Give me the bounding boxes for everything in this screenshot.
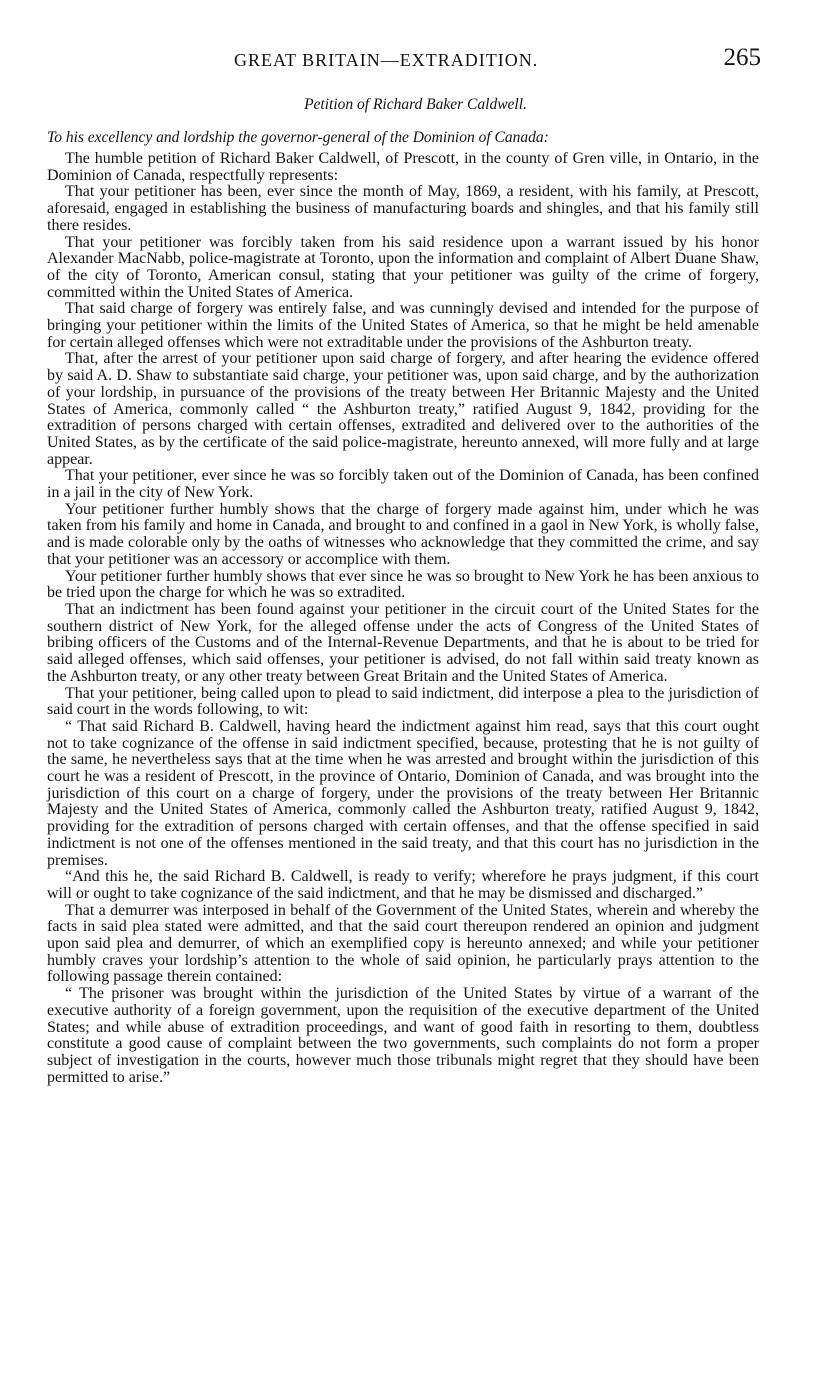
quoted-plea: “ That said Richard B. Caldwell, having heard the indictment against him read, says that this court ought not to take cognizance of the offense in said indictment specified, because, protesting that he is not guilty of the same, he nevertheless says that at the time when he was arrested and brought within the jurisdiction of this court he was a resident of Prescott, in the province of Ontario, Dominion of Canada, and was brought into the jurisdiction of this court on a charge of forgery, under the provisions of the treaty between Her Britannic Majesty and the United States of America, commonly called the Ashburton treaty, ratified August 9, 1842, providing for the extradition of persons charged with certain offenses, and that the offense specified in said indictment is not one of the offenses mentioned in the said treaty, and that this court has no jurisdiction in the premises. bbox=[47, 717, 759, 869]
page-header bbox=[0, 44, 831, 74]
paragraph: Your petitioner further humbly shows that the charge of forgery made against him, under which he was taken from his family and home in Canada, and brought to and confined in a gaol in New York, is wholly false, and is made colorable only by the oaths of witnesses who acknowledge that they committed the crime, and say that your petitioner was an accessory or accomplice with them. bbox=[47, 500, 759, 568]
paragraph: That said charge of forgery was entirely false, and was cunningly devised and intended for the purpose of bringing your petitioner within the limits of the United States of America, so that he might be held amenable for certain alleged offenses which were not extraditable under the provisions of the Ashburton treaty. bbox=[47, 300, 759, 351]
paragraph: That a demurrer was interposed in behalf of the Government of the United States, wherein and whereby the facts in said plea stated were admitted, and that the said court thereupon rendered an opinion and judgment upon said plea and demurrer, of which an exemplified copy is hereunto annexed; and while your petitioner humbly craves your lordship’s attention to the whole of said opinion, he particularly prays attention to the following passage therein contained: bbox=[47, 901, 759, 986]
page-number: 265 bbox=[723, 44, 761, 71]
paragraph: Your petitioner further humbly shows that ever since he was so brought to New York he has been anxious to be tried upon the charge for which he was so extradited. bbox=[47, 567, 759, 602]
quoted-opinion: “ The prisoner was brought within the jurisdiction of the United States by virtue of a warrant of the executive authority of a foreign government, upon the requisition of the executive department of the United States; and while abuse of extradition proceedings, and want of good faith in resorting to them, doubtless constitute a good cause of complaint between the two governments, such complaints do not form a proper subject of investigation in the courts, however much those tribunals might regret that they should have been permitted to arise.” bbox=[47, 985, 759, 1086]
paragraph: That your petitioner, ever since he was so forcibly taken out of the Dominion of Canada, has been confined in a jail in the city of New York. bbox=[47, 467, 759, 502]
paragraph: That your petitioner was forcibly taken from his said residence upon a warrant issued by his honor Alexander MacNabb, police-magistrate at Toronto, upon the information and complaint of Albert Duane Shaw, of the city of Toronto, American consul, stating that your petitioner was guilty of the crime of forgery, committed within the United States of America. bbox=[47, 233, 759, 301]
paragraph: That an indictment has been found against your petitioner in the circuit court of the United States for the southern district of New York, for the alleged offense under the acts of Congress of the United States of bribing officers of the Customs and of the Internal-Revenue Departments, and that he is about to be tried for said alleged offenses, which said offenses, your petitioner is advised, do not fall within said treaty known as the Ashburton treaty, or any other treaty between Great Britain and the United States of America. bbox=[47, 600, 759, 685]
paragraph: That your petitioner has been, ever since the month of May, 1869, a resident, with his family, at Prescott, aforesaid, engaged in establishing the business of manufacturing boards and shingles, and that his family still there resides. bbox=[47, 183, 759, 234]
petition-body bbox=[47, 151, 759, 1086]
salutation: To his excellency and lordship the governor-general of the Dominion of Canada: bbox=[47, 129, 549, 146]
petition-title: Petition of Richard Baker Caldwell. bbox=[304, 96, 527, 113]
paragraph: That your petitioner, being called upon to plead to said indictment, did interpose a plea to the jurisdiction of said court in the words following, to wit: bbox=[47, 684, 759, 719]
paragraph: The humble petition of Richard Baker Caldwell, of Prescott, in the county of Gren ville, in Ontario, in the Dominion of Canada, respectfully represents: bbox=[47, 150, 759, 184]
paragraph: That, after the arrest of your petitioner upon said charge of forgery, and after hearing the evidence offered by said A. D. Shaw to substantiate said charge, your petitioner was, upon said charge, and by the authorization of your lordship, in pursuance of the provisions of the treaty between Her Britannic Majesty and the United States of America, commonly called “ the Ashburton treaty,” ratified August 9, 1842, providing for the extradition of persons charged with certain offenses, extradited and delivered over to the authorities of the United States, as by the certificate of the said police-magistrate, hereunto annexed, will more fully and at large appear. bbox=[47, 350, 759, 468]
quoted-plea: “And this he, the said Richard B. Caldwell, is ready to verify; wherefore he prays judgment, if this court will or ought to take cognizance of the said indictment, and that he may be dismissed and discharged.” bbox=[47, 868, 759, 902]
running-title: GREAT BRITAIN—EXTRADITION. bbox=[234, 50, 539, 70]
